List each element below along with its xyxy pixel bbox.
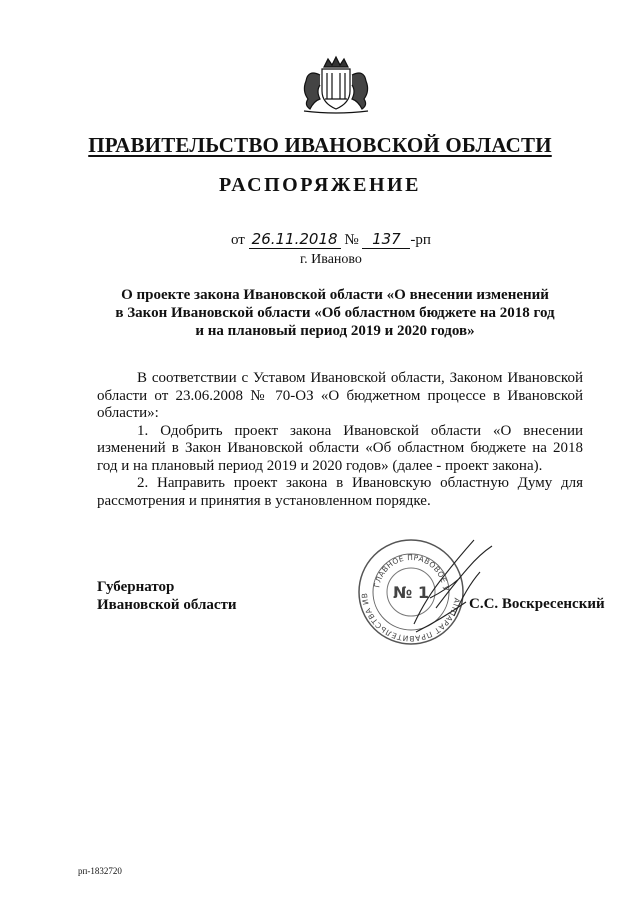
document-number: 137 <box>362 230 410 249</box>
coat-of-arms-icon <box>294 55 378 115</box>
document-body <box>97 370 583 510</box>
number-label: № <box>344 232 359 248</box>
seal-outer-text: АППАРАТ ПРАВИТЕЛЬСТВА ИВ <box>359 592 462 644</box>
signatory-position <box>97 578 237 614</box>
organization-title: ПРАВИТЕЛЬСТВО ИВАНОВСКОЙ ОБЛАСТИ <box>88 133 552 157</box>
preamble-paragraph: В соответствии с Уставом Ивановской области, Законом Ивановской области от 23.06.2008 № 70-ОЗ «О бюджетном процессе в Ивановской области»: <box>97 370 583 421</box>
document-date: 26.11.2018 <box>249 230 341 249</box>
position-line: Губернатор <box>97 579 175 595</box>
subject-line: в Закон Ивановской области «Об областном бюджете на 2018 год <box>115 305 555 321</box>
from-label: от <box>231 232 245 248</box>
document-type: РАСПОРЯЖЕНИЕ <box>219 174 421 196</box>
number-suffix: -рп <box>410 232 431 248</box>
seal-inner-text: ГЛАВНОЕ ПРАВОВОЕ У <box>372 552 451 592</box>
footer-code: рп-1832720 <box>78 866 122 876</box>
subject-line: и на плановый период 2019 и 2020 годов» <box>195 323 475 339</box>
city: г. Иваново <box>300 252 362 267</box>
handwritten-signature <box>396 528 516 638</box>
item-2-paragraph: 2. Направить проект закона в Ивановскую областную Думу для рассмотрения и принятия в установленном порядке. <box>97 475 583 509</box>
item-1-paragraph: 1. Одобрить проект закона Ивановской области «О внесении изменений в Закон Ивановской области «Об областном бюджете на 2018 год и на плановый период 2019 и 2020 годов» (далее - проект закона). <box>97 422 583 474</box>
subject-line: О проекте закона Ивановской области «О внесении изменений <box>121 287 549 303</box>
document-date-number <box>231 230 431 249</box>
signatory-name: С.С. Воскресенский <box>469 596 605 612</box>
seal-center-text: № 1 <box>393 583 429 602</box>
position-line: Ивановской области <box>97 597 237 613</box>
document-subject <box>100 286 570 340</box>
